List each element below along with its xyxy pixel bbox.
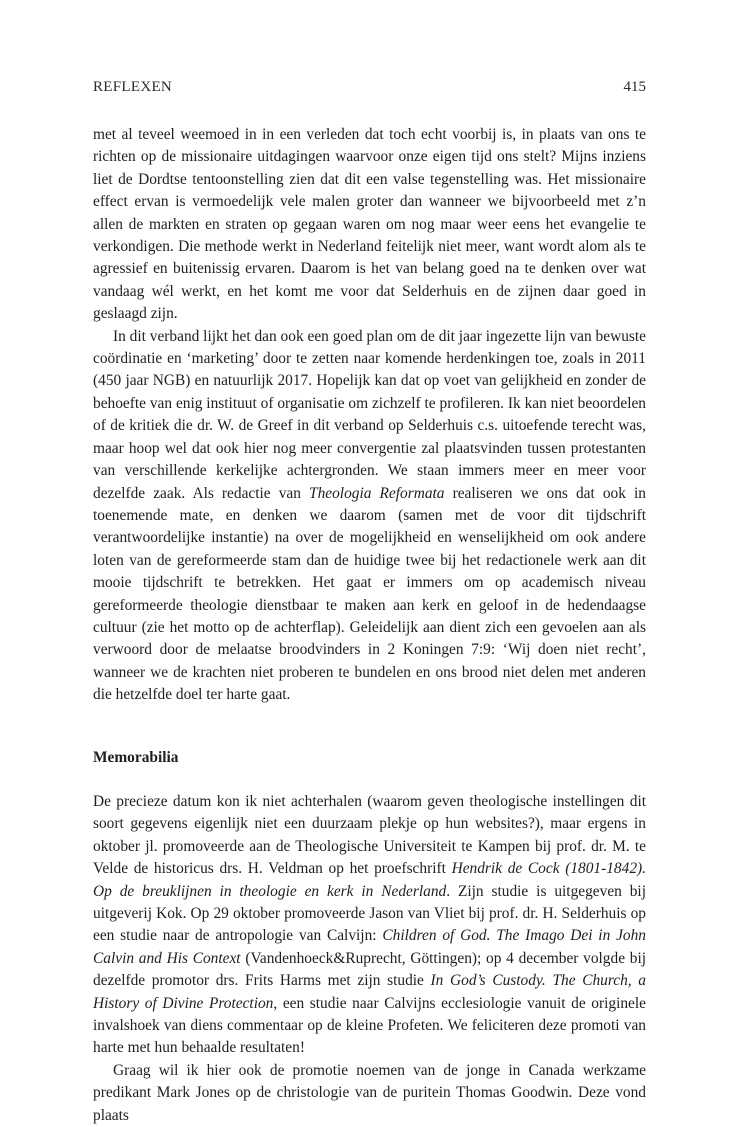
paragraph-continuation: met al teveel weemoed in in een verleden dat toch echt voorbij is, in plaats van ons te richten op de missionaire uitdagingen waarvoor onze eigen tijd ons stelt? Mijns inziens liet de Dordtse tentoonstelling zien dat dit een valse tegenstelling was. Het missionaire effect ervan is vermoedelijk vele malen groter dan wanneer we bijvoorbeeld met z’n allen de markten en straten op gegaan waren om nog maar weer eens het evangelie te verkondigen. Die methode werkt in Nederland feitelijk niet meer, want wordt alom als te agressief en buitenissig ervaren. Daarom is het van belang goed na te denken over wat vandaag wél werkt, en het komt me voor dat Selderhuis en de zijnen daar goed in geslaagd zijn. [93,126,646,323]
running-title: REFLEXEN [93,79,173,95]
paragraph-promotion: Graag wil ik hier ook de promotie noemen van de jonge in Canada werkzame predikant Mark Jones op de christologie van de puritein Thomas Goodwin. Deze vond plaats [93,1061,646,1124]
paragraph-text: , een studie naar Calvijns ecclesiologie vanuit de originele invalshoek van diens commentaar op de kleine Profeten. We feliciteren deze promoti van harte met hun behaalde resultaten! [93,994,646,1057]
paragraph-text: De precieze datum kon ik niet achterhalen (waarom geven theologische instellingen dit soort gegevens eigenlijk niet een duurzaam plekje op hun websites?), maar ergens in oktober jl. promoveerde aan de Theologische Universiteit te Kampen bij prof. dr. M. te Velde de historicus drs. H. Veldman op het proefschrift [93,792,646,878]
section-spacer [93,707,646,747]
paragraph-text: realiseren we ons dat ook in toenemende mate, en denken we daarom (samen met de voor dit tijdschrift verantwoordelijke instantie) na over de mogelijkheid en wenselijkheid om ook andere loten van de gereformeerde stam dan de huidige twee bij het redactionele werk aan dit mooie tijdschrift te betrekken. Het gaat er immers om op academisch niveau gereformeerde theologie dienstbaar te maken aan kerk en geloof in de hedendaagse cultuur (zie het motto op de achterflap). Geleidelijk aan dient zich een gevoelen aan als verwoord door de melaatse broodvinders in 2 Koningen 7:9: ‘Wij doen niet recht’, wanneer we de krachten niet proberen te bundelen en ons brood niet delen met anderen die hetzelfde doel ter harte gaat. [93,484,646,704]
section-heading: Memorabilia [93,748,179,766]
body-text [93,124,646,1127]
paragraph-text: . Zijn studie is uitgegeven bij uitgeverij Kok. Op 29 oktober promoveerde Jason van Vliet bij prof. dr. H. Selderhuis op een studie naar de antropologie van Calvijn: [93,882,646,945]
heading-spacer [93,769,646,791]
dissertation-title: Children of God. The Imago Dei in John Calvin and His Context [93,927,646,967]
paragraph-memorabilia [93,791,646,1060]
paragraph-text: In dit verband lijkt het dan ook een goed plan om de dit jaar ingezette lijn van bewuste coördinatie en ‘marketing’ door te zetten naar komende herdenkingen toe, zoals in 2011 (450 jaar NGB) en natuurlijk 2017. Hopelijk kan dat op voet van gelijkheid en zonder de behoefte van enig instituut of organisatie om zichzelf te profileren. Ik kan niet beoordelen of de kritiek die dr. W. de Greef in dit verband op Selderhuis c.s. uitoefende terecht was, maar hoop wel dat ook hier nog meer convergentie zal plaatsvinden tussen protestanten van verschillende kerkelijke achtergronden. We staan immers meer en meer voor dezelfde zaak. Als redactie van [93,327,646,502]
dissertation-title: Hendrik de Cock (1801-1842). Op de breuklijnen in theologie en kerk in Nederland [93,860,646,900]
journal-title: Theologia Reformata [309,484,445,502]
dissertation-title: In God’s Custody. The Church, a History of Divine Protection [93,972,646,1012]
paragraph-coordination [93,326,646,707]
paragraph-text: (Vandenhoeck&Ruprecht, Göttingen); op 4 december volgde bij dezelfde promotor drs. Frits Harms met zijn studie [93,949,647,990]
page-number: 415 [623,79,646,95]
